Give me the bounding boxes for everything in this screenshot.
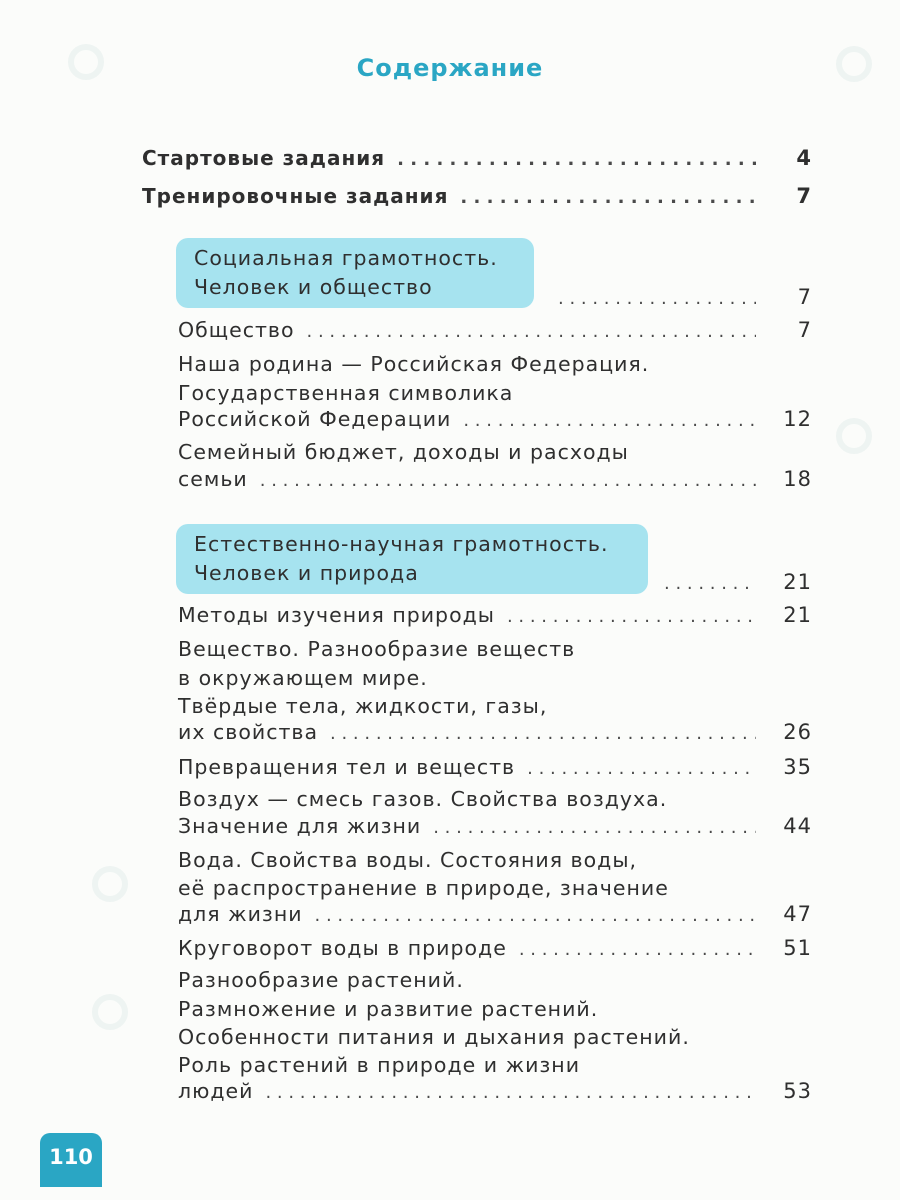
toc-page-number: 7 [797, 285, 812, 309]
toc-page-number: 47 [783, 902, 812, 926]
dot-leader [330, 723, 756, 744]
toc-entry-line: Семейный бюджет, доходы и расходы [178, 440, 629, 464]
dot-leader [260, 470, 756, 491]
dot-leader [507, 606, 756, 627]
dot-leader [397, 149, 756, 170]
dot-leader [519, 939, 756, 960]
toc-entry-line: Воздух — смесь газов. Свойства воздуха. [178, 787, 668, 811]
toc-entry-text: Методы изучения природы [178, 603, 495, 627]
toc-page-number: 26 [783, 720, 812, 744]
toc-page-number: 53 [783, 1079, 812, 1103]
page-number: 110 [49, 1145, 93, 1169]
section-page-entry [654, 570, 812, 600]
toc-entry-line: Разнообразие растений. [178, 968, 464, 992]
toc-entry-line: в окружающем мире. [178, 666, 428, 690]
toc-entry-text: Общество [178, 318, 295, 342]
toc-entry-start-tasks[interactable] [142, 146, 812, 176]
dot-leader [463, 410, 756, 431]
toc-page-number: 12 [783, 407, 812, 431]
toc-entry-family-budget[interactable] [178, 467, 812, 497]
section-heading-social-literacy[interactable] [176, 238, 534, 308]
dot-leader [558, 288, 756, 309]
toc-entry-text: Российской Федерации [178, 407, 452, 431]
dot-leader [265, 1082, 756, 1103]
toc-entry-line: Размножение и развитие растений. [178, 997, 599, 1021]
toc-entry-line: её распространение в природе, значение [178, 876, 669, 900]
toc-entry-text: семьи [178, 467, 248, 491]
toc-entry-line: Вещество. Разнообразие веществ [178, 637, 576, 661]
toc-entry-line: Наша родина — Российская Федерация. [178, 352, 650, 376]
toc-entry-line: Роль растений в природе и жизни [178, 1053, 581, 1077]
dot-leader [664, 573, 756, 594]
toc-entry-substance[interactable] [178, 720, 812, 750]
dot-leader [433, 817, 756, 838]
toc-entry-text: Тренировочные задания [142, 184, 449, 208]
toc-entry-line: Твёрдые тела, жидкости, газы, [178, 694, 548, 718]
dot-leader [527, 758, 756, 779]
toc-entry-plants[interactable] [178, 1079, 812, 1109]
toc-page-number: 7 [796, 184, 812, 208]
toc-entry-line: Государственная символика [178, 381, 514, 405]
dot-leader [460, 187, 756, 208]
toc-page-number: 21 [783, 603, 812, 627]
toc-page-number: 51 [783, 936, 812, 960]
toc-entry-training-tasks[interactable] [142, 184, 812, 214]
toc-page-number: 21 [783, 570, 812, 594]
toc-entry-text: Стартовые задания [142, 146, 386, 170]
section-page-entry [544, 285, 812, 315]
toc-page-number: 7 [797, 318, 812, 342]
toc-page-number: 4 [796, 146, 812, 170]
section-heading-line: Естественно-научная грамотность. [194, 532, 609, 556]
section-heading-line: Человек и природа [194, 561, 419, 585]
toc-entry-line: Особенности питания и дыхания растений. [178, 1025, 690, 1049]
toc-entry-nature-methods[interactable] [178, 603, 812, 633]
toc-entry-water[interactable] [178, 902, 812, 932]
dot-leader [307, 321, 756, 342]
section-heading-line: Социальная грамотность. [194, 246, 498, 270]
toc-entry-society[interactable] [178, 318, 812, 348]
page-number-tab [40, 1133, 102, 1187]
page-title-text: Содержание [356, 54, 544, 82]
dot-leader [315, 905, 756, 926]
toc-entry-air[interactable] [178, 814, 812, 844]
toc-page-number: 35 [783, 755, 812, 779]
toc-entry-text: их свойства [178, 720, 319, 744]
section-heading-line: Человек и общество [194, 275, 433, 299]
toc-entry-water-cycle[interactable] [178, 936, 812, 966]
toc-entry-transformations[interactable] [178, 755, 812, 785]
toc-entry-text: Значение для жизни [178, 814, 422, 838]
toc-page-number: 18 [783, 467, 812, 491]
toc-entry-text: для жизни [178, 902, 303, 926]
section-heading-science-literacy[interactable] [176, 524, 648, 594]
toc-entry-line: Вода. Свойства воды. Состояния воды, [178, 848, 638, 872]
toc-entry-homeland[interactable] [178, 407, 812, 437]
toc-entry-text: Превращения тел и веществ [178, 755, 516, 779]
toc-page-number: 44 [783, 814, 812, 838]
toc-entry-text: людей [178, 1079, 254, 1103]
toc-entry-text: Круговорот воды в природе [178, 936, 507, 960]
